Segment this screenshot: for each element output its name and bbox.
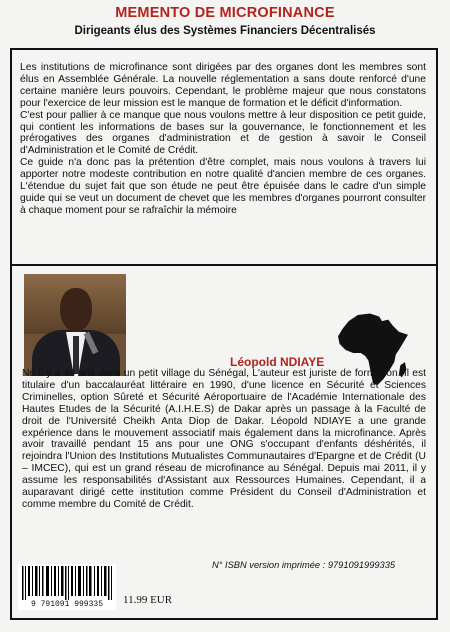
price: 11.99 EUR — [123, 594, 173, 606]
intro-paragraph: Ce guide n'a donc pas la prétention d'être complet, mais nous voulons à travers lui apporter notre modeste contribution en notre qualité d'ancien membre de ces organes. L'étendue du sujet fait que son étude ne peut être épuisée dans le cadre d'un simple guide qui se veut un document de chevet que les membres d'organes pourront consulter à chaque moment pour se rafraîchir la mémoire — [20, 157, 426, 216]
intro-paragraph: C'est pour pallier à ce manque que nous voulons mettre à leur disposition ce petit guide, qui contient les informations de bases sur la gouvernance, le fonctionnement et les prérogatives des organes d'administration et de gestion à savoir le Conseil d'Administration et le Comité de Crédit. — [20, 109, 426, 157]
author-bio: Né il y a 40 ans dans un petit village du Sénégal, L'auteur est juriste de formation. Il est titulaire d'un baccalauréat littéraire en 1990, d'une licence en Sécurité et Sciences Criminelles, option Sûreté et Sécurité Aéroportuaire de l'Académie Internationale des Hautes Etudes de la Sécurité (A.I.H.E.S) de Dakar après un passage à la Faculté de droit de l'Université Cheikh Anta Diop de Dakar. Léopold NDIAYE a une grande expérience dans le mouvement associatif mais également dans la microfinance. Après avoir travaillé pendant 15 ans pour une ONG s'occupant d'enfants déshérités, il rejoindra l'Union des Institutions Mutualistes Communautaires d'Epargne et de Crédit (U – IMCEC), qui est un grand réseau de microfinance au Sénégal. Depuis mai 2011, il y assume les responsabilités d'Assistant aux Ressources Humaines. Cependant, il a auparavant dirigé cette institution comme Président du Conseil d'Administration et comme membre du Comité de Crédit. — [22, 368, 426, 510]
barcode-bars — [22, 566, 112, 600]
barcode-number: 9 791091 999335 — [30, 600, 103, 609]
author-name: Léopold NDIAYE — [230, 355, 325, 369]
section-divider — [12, 264, 436, 266]
barcode — [18, 564, 116, 610]
isbn-label: N° ISBN version imprimée : 9791091999335 — [212, 560, 396, 570]
intro-paragraph: Les institutions de microfinance sont dirigées par des organes dont les membres sont élus en Assemblée Générale. La nouvelle réglementation a sans doute renforcé d'une certaine manière leurs pouvoirs. Cependant, le problème majeur que nous constatons pour l'exercice de leur mission est le manque de formation et le déficit d'information. — [20, 62, 426, 109]
intro-text — [20, 62, 426, 217]
book-subtitle: Dirigeants élus des Systèmes Financiers Décentralisés — [74, 25, 376, 37]
author-photo — [24, 274, 126, 376]
book-title: MEMENTO DE MICROFINANCE — [115, 5, 335, 21]
